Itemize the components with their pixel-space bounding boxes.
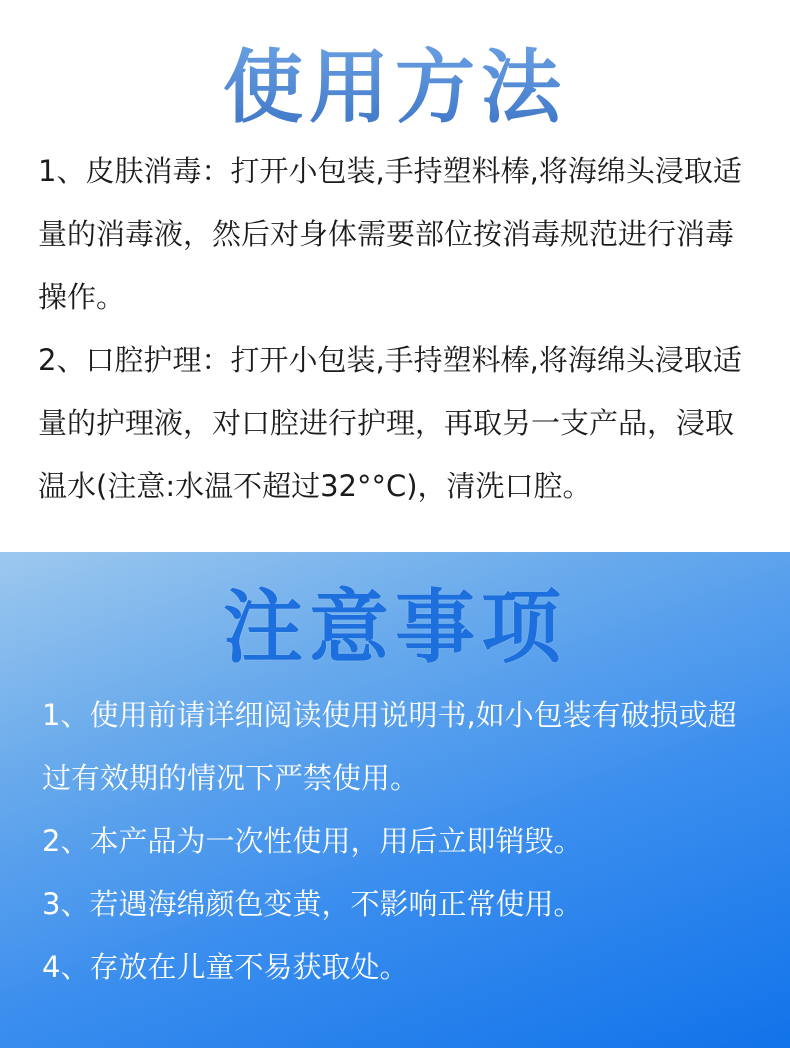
notes-item-read-instructions: 1、使用前请详细阅读使用说明书,如小包装有破损或超过有效期的情况下严禁使用。 (42, 698, 737, 795)
usage-title: 使用方法 (0, 40, 790, 136)
notes-body (42, 684, 762, 999)
usage-item-oral-care: 2、口腔护理：打开小包装,手持塑料棒,将海绵头浸取适量的护理液，对口腔进行护理，再取另一支产品，浸取温水(注意:水温不超过32°°C)，清洗口腔。 (38, 343, 742, 503)
notes-section (0, 552, 790, 1048)
notes-item-single-use: 2、本产品为一次性使用，用后立即销毁。 (42, 824, 583, 858)
notes-title: 注意事项 (223, 581, 567, 674)
usage-body (38, 140, 758, 518)
notes-item-storage: 4、存放在儿童不易获取处。 (42, 950, 409, 984)
usage-item-skin-disinfection: 1、皮肤消毒：打开小包装,手持塑料棒,将海绵头浸取适量的消毒液，然后对身体需要部位按消毒规范进行消毒操作。 (38, 154, 742, 314)
notes-item-color-change: 3、若遇海绵颜色变黄，不影响正常使用。 (42, 887, 583, 921)
